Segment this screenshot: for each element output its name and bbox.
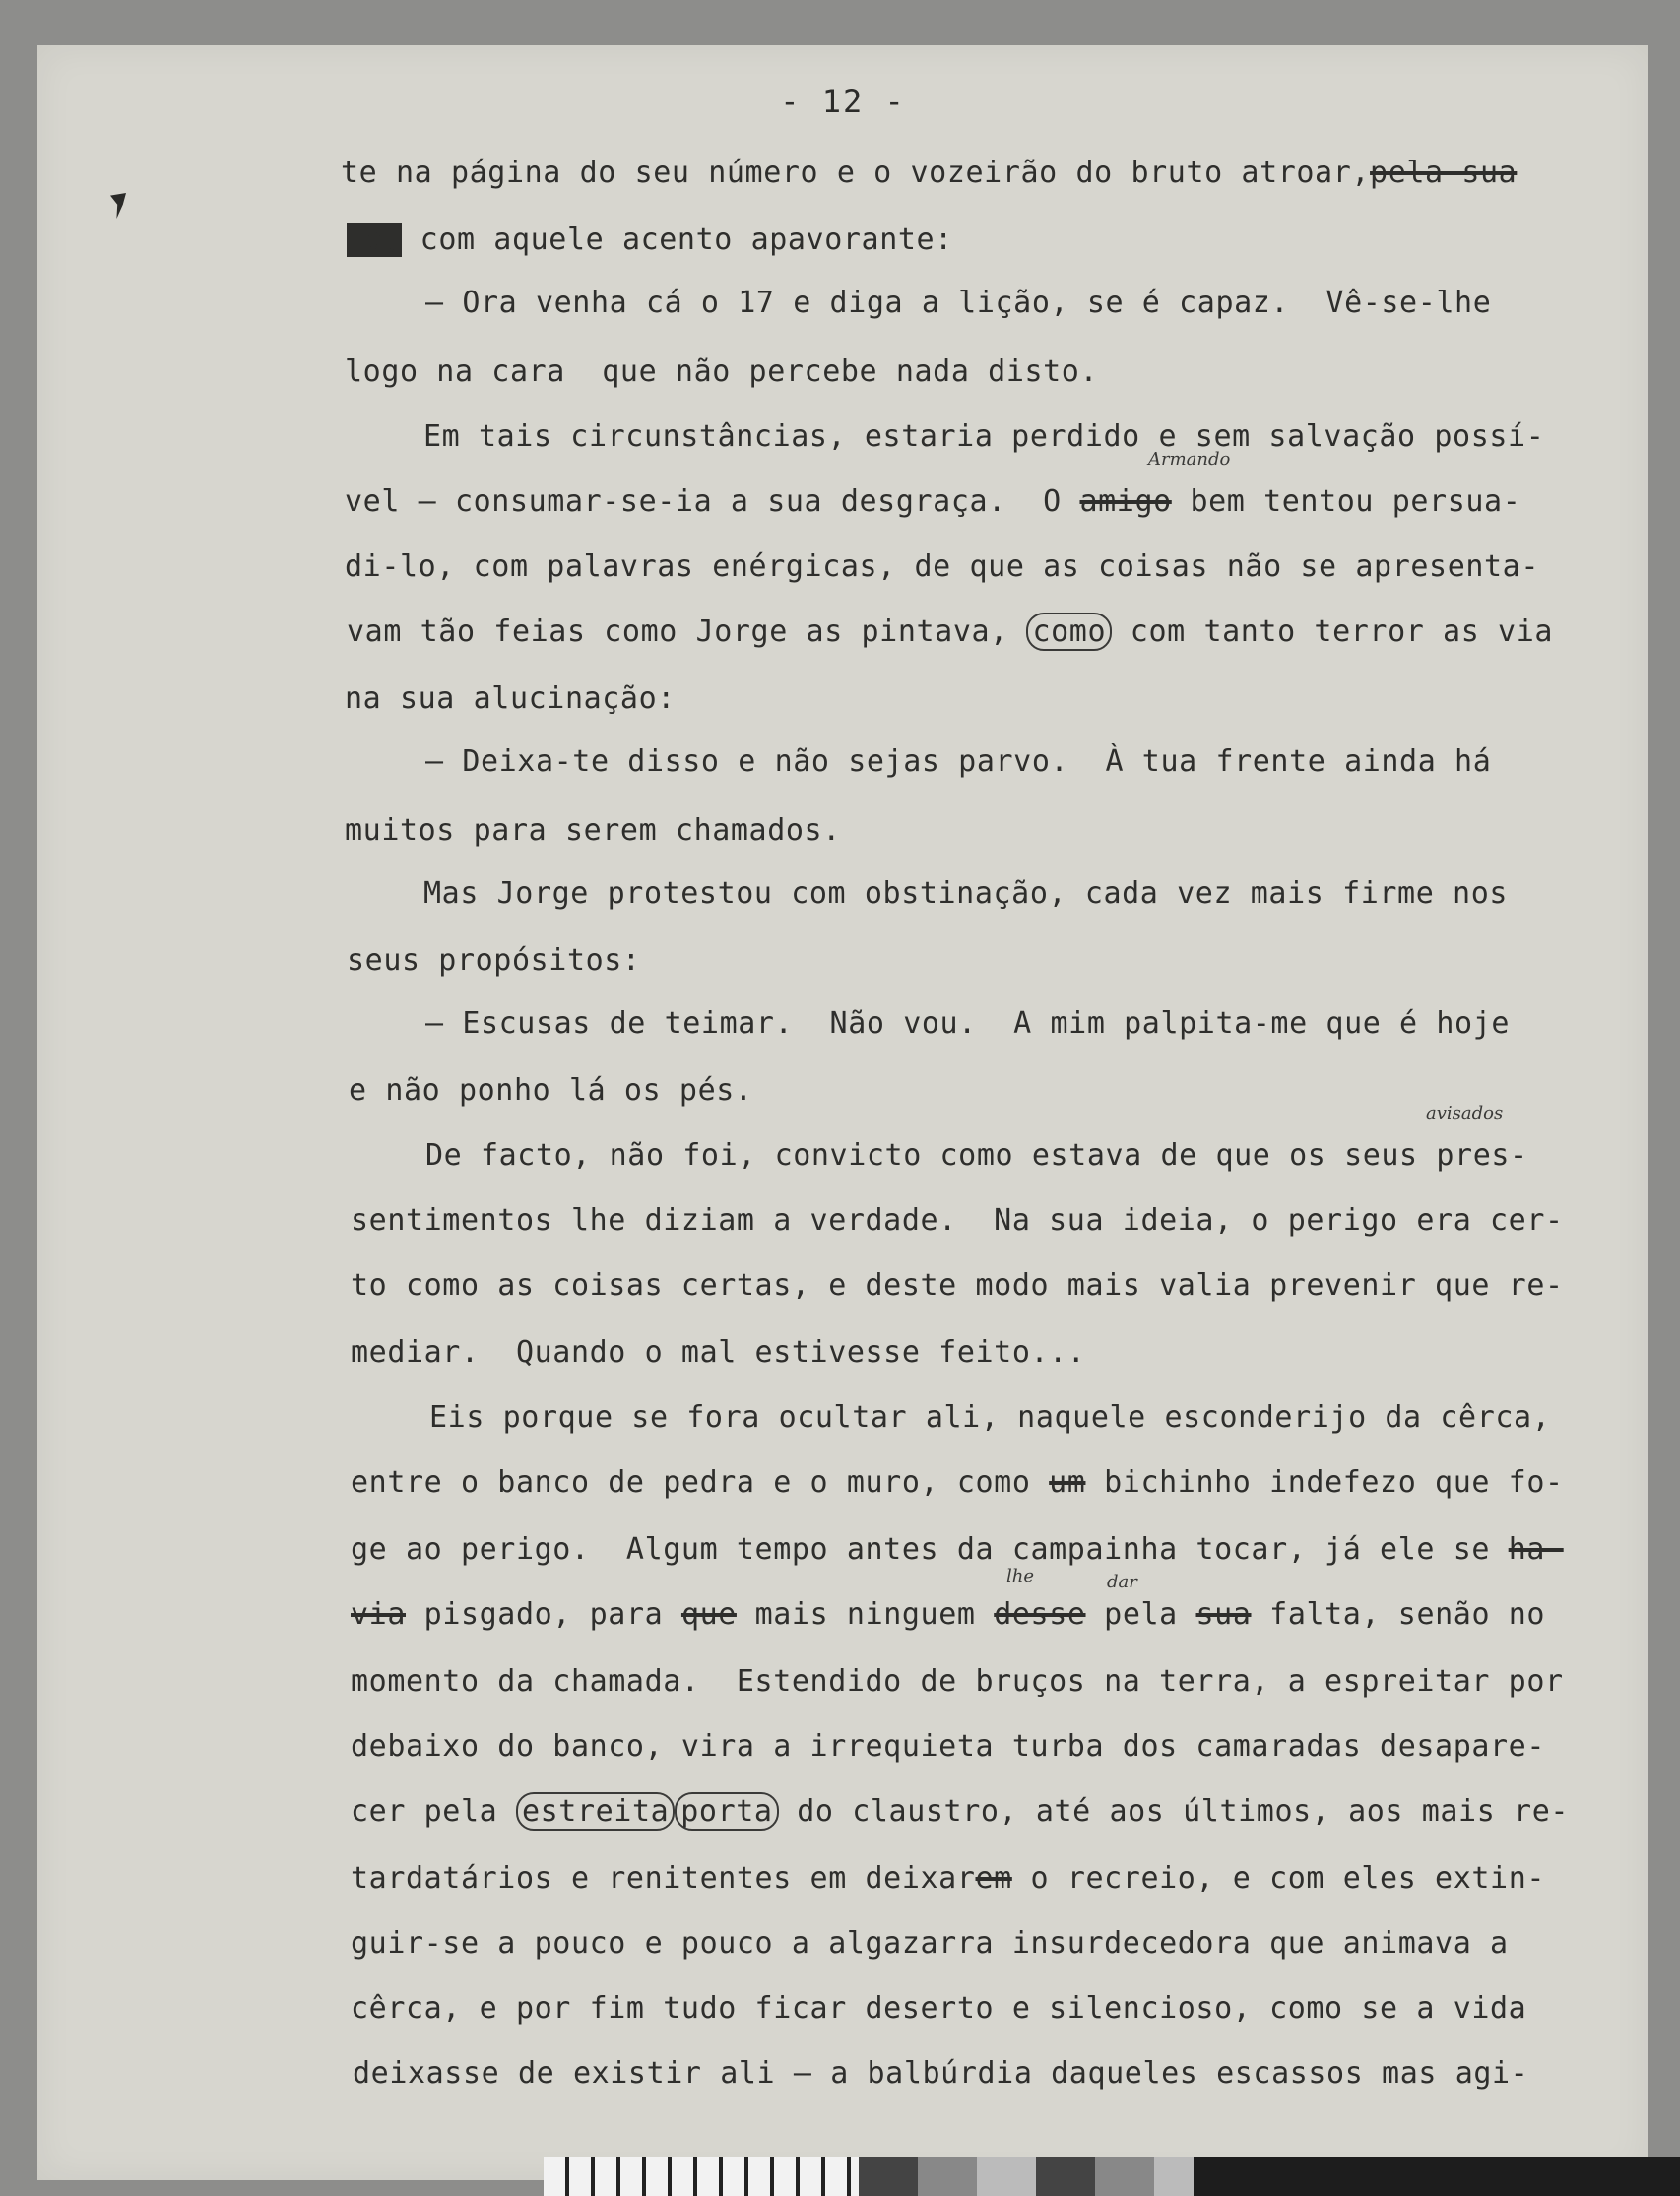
text-line: sentimentos lhe diziam a verdade. Na sua ideia, o perigo era cer- bbox=[351, 1203, 1564, 1238]
text-line: mediar. Quando o mal estivesse feito... bbox=[351, 1335, 1086, 1370]
text-line: — Ora venha cá o 17 e diga a lição, se é capaz. Vê-se-lhe bbox=[425, 286, 1492, 320]
struck-text: amigo bbox=[1079, 484, 1172, 519]
text-line: cêrca, e por fim tudo ficar deserto e silencioso, como se a vida bbox=[351, 1991, 1527, 2026]
text-line: di-lo, com palavras enérgicas, de que as coisas não se apresenta- bbox=[345, 549, 1539, 584]
text-line bbox=[351, 1465, 1564, 1500]
struck-text: la, bbox=[347, 223, 402, 257]
text-line bbox=[351, 1861, 1545, 1896]
gray-scale-patches bbox=[859, 2157, 1194, 2196]
handwritten-note: dar bbox=[1107, 1572, 1137, 1592]
text-line: seus propósitos: bbox=[347, 943, 641, 978]
text-line: momento da chamada. Estendido de bruços na terra, a espreitar por bbox=[351, 1664, 1564, 1699]
text-line: e não ponho lá os pés. bbox=[349, 1073, 753, 1108]
text-line: De facto, não foi, convicto como estava de que os seus pres- bbox=[425, 1138, 1528, 1173]
handwritten-note: lhe bbox=[1006, 1566, 1035, 1586]
text-span: te na página do seu número e o vozeirão do bruto atroar, bbox=[341, 156, 1371, 190]
handwritten-note: avisados bbox=[1426, 1103, 1504, 1124]
text-line: na sua alucinação: bbox=[345, 681, 676, 716]
page-number: - 12 - bbox=[780, 83, 906, 120]
text-span: com tanto terror bbox=[1112, 614, 1425, 649]
text-line bbox=[351, 1532, 1564, 1567]
text-span: bichinho indefezo que fo- bbox=[1085, 1465, 1564, 1500]
text-line bbox=[351, 1794, 1569, 1829]
text-line: — Deixa-te disso e não sejas parvo. À tua frente ainda há bbox=[425, 744, 1492, 779]
text-span: cer pela bbox=[351, 1794, 516, 1829]
struck-text: que bbox=[680, 1597, 737, 1632]
struck-text: um bbox=[1049, 1465, 1086, 1500]
text-line: debaixo do banco, vira a irrequieta turba dos camaradas desapare- bbox=[351, 1729, 1545, 1764]
struck-text: ha- bbox=[1508, 1532, 1564, 1567]
circled-text: porta bbox=[675, 1792, 778, 1831]
text-line: guir-se a pouco e pouco a algazarra insurdecedora que animava a bbox=[351, 1926, 1509, 1961]
text-span: entre o banco de pedra e o muro, como bbox=[351, 1465, 1050, 1500]
text-line: logo na cara que não percebe nada disto. bbox=[345, 355, 1099, 389]
text-line: Em tais circunstâncias, estaria perdido e sem salvação possí- bbox=[423, 420, 1545, 454]
struck-text: pela sua bbox=[1370, 156, 1518, 190]
text-line: — Escusas de teimar. Não vou. A mim palpita-me que é hoje bbox=[425, 1006, 1511, 1041]
text-line: Mas Jorge protestou com obstinação, cada vez mais firme nos bbox=[423, 876, 1509, 911]
text-span: pisgado, para bbox=[406, 1597, 681, 1632]
text-line bbox=[351, 1597, 1545, 1632]
handwritten-note: Armando bbox=[1148, 449, 1231, 470]
text-span: vel — consumar-se-ia a sua desgraça. O bbox=[345, 484, 1080, 519]
circled-text: estreita bbox=[516, 1792, 675, 1831]
circled-text: como bbox=[1026, 613, 1112, 651]
text-span: bem tentou persua- bbox=[1171, 484, 1521, 519]
text-line: Eis porque se fora ocultar ali, naquele esconderijo da cêrca, bbox=[429, 1400, 1551, 1435]
black-patch bbox=[1194, 2157, 1680, 2196]
text-line bbox=[347, 614, 1553, 649]
color-scale-ruler bbox=[544, 2157, 1680, 2196]
struck-text: em bbox=[975, 1861, 1012, 1896]
text-line: deixasse de existir ali — a balbúrdia daqueles escassos mas agi- bbox=[353, 2056, 1529, 2091]
text-line bbox=[341, 156, 1517, 190]
text-span: do claustro, até aos últimos, aos mais re- bbox=[778, 1794, 1570, 1829]
text-span: pela bbox=[1085, 1597, 1196, 1632]
text-span: tardatários e renitentes em deixar bbox=[351, 1861, 976, 1896]
text-line: muitos para serem chamados. bbox=[345, 813, 841, 848]
struck-text: via bbox=[351, 1597, 406, 1632]
text-span: vam tão feias como Jorge as pintava, bbox=[347, 614, 1027, 649]
struck-text: sua bbox=[1195, 1597, 1252, 1632]
text-line bbox=[347, 223, 953, 257]
text-span: as via bbox=[1424, 614, 1554, 649]
text-span: mais ninguem bbox=[736, 1597, 995, 1632]
text-span: com aquele acento apavorante: bbox=[402, 223, 953, 257]
text-span: falta, senão no bbox=[1251, 1597, 1546, 1632]
struck-text: desse bbox=[994, 1597, 1086, 1632]
text-span: o recreio, e com eles extin- bbox=[1011, 1861, 1546, 1896]
text-line: to como as coisas certas, e deste modo mais valia prevenir que re- bbox=[351, 1268, 1564, 1303]
text-span: ge ao perigo. Algum tempo antes da campainha tocar, já ele se bbox=[351, 1532, 1509, 1567]
text-line bbox=[345, 484, 1520, 519]
